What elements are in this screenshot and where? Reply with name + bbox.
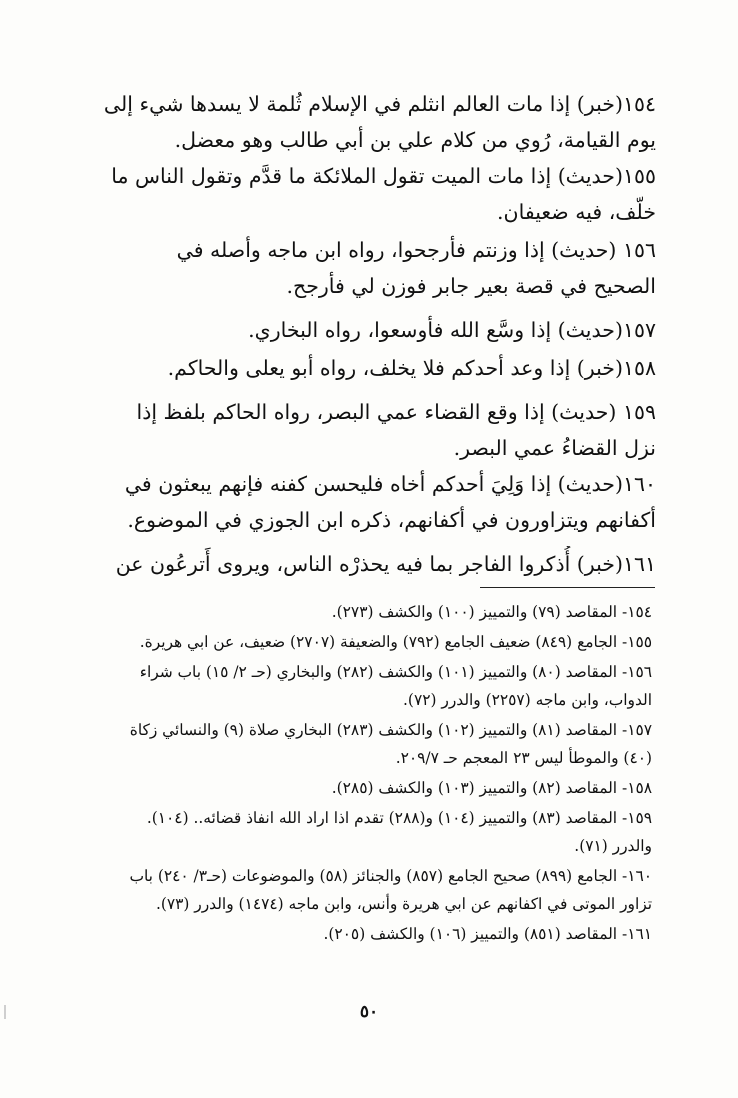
footnote-157: ١٥٧- المقاصد (٨١) والتمييز (١٠٢) والكشف (٢٨٣) البخاري صلاة (٩) والنسائي زكاة (129, 721, 652, 739)
footnote-separator (480, 587, 655, 588)
entry-156-line-2: الصحيح في قصة بعير جابر فوزن لي فأرجح. (286, 274, 656, 298)
footnote-156: ١٥٦- المقاصد (٨٠) والتمييز (١٠١) والكشف (٢٨٢) والبخاري (حـ ٢/ ١٥) باب شراء (139, 663, 652, 681)
footnote-154: ١٥٤- المقاصد (٧٩) والتمييز (١٠٠) والكشف (٢٧٣). (331, 603, 652, 621)
main-text (84, 86, 656, 582)
footnote-160-cont: تزاور الموتى في اكفانهم عن ابي هريرة وأنس، وابن ماجه (١٤٧٤) والدرر (٧٣). (155, 895, 652, 913)
entry-158-line-1: ١٥٨(خبر) إذا وعد أحدكم فلا يخلف، رواه أبو يعلى والحاكم. (167, 356, 656, 380)
footnote-156-cont: الدواب، وابن ماجه (٢٢٥٧) والدرر (٧٢). (403, 691, 652, 709)
entry-156-line-1: ١٥٦ (حديث) إذا وزنتم فأرجحوا، رواه ابن ماجه وأصله في (176, 238, 656, 262)
footnote-155: ١٥٥- الجامع (٨٤٩) ضعيف الجامع (٧٩٢) والضعيفة (٢٧٠٧) ضعيف، عن ابي هريرة. (139, 633, 652, 651)
footnotes (70, 598, 652, 948)
scan-edge-mark (4, 1005, 6, 1019)
entry-157-line-1: ١٥٧(حديث) إذا وسَّع الله فأوسعوا، رواه البخاري. (248, 318, 656, 342)
footnote-159: ١٥٩- المقاصد (٨٣) والتمييز (١٠٤) و(٢٨٨) تقدم اذا اراد الله انفاذ قضائه.. (١٠٤). (146, 809, 652, 827)
footnote-158: ١٥٨- المقاصد (٨٢) والتمييز (١٠٣) والكشف (٢٨٥). (331, 779, 652, 797)
entry-160-line-1: ١٦٠(حديث) إذا وَلِيَ أحدكم أخاه فليحسن كفنه فإنهم يبعثون في (124, 472, 656, 496)
entry-154-line-2: يوم القيامة، رُوي من كلام علي بن أبي طالب وهو معضل. (174, 128, 656, 152)
footnote-161: ١٦١- المقاصد (٨٥١) والتمييز (١٠٦) والكشف (٢٠٥). (323, 925, 652, 943)
entry-155-line-2: خلّف، فيه ضعيفان. (497, 200, 656, 224)
footnote-157-cont: (٤٠) والموطأ ليس ٢٣ المعجم حـ ٢٠٩/٧. (395, 749, 652, 767)
entry-159-line-2: نزل القضاءُ عمي البصر. (453, 436, 656, 460)
entry-160-line-2: أكفانهم ويتزاورون في أكفانهم، ذكره ابن الجوزي في الموضوع. (127, 508, 656, 532)
page-number: ٥٠ (359, 1002, 379, 1022)
entry-161-line-1: ١٦١(خبر) أُذكروا الفاجر بما فيه يحذرْه الناس، ويروى أَترعُون عن (115, 552, 656, 576)
entry-159-line-1: ١٥٩ (حديث) إذا وقع القضاء عمي البصر، رواه الحاكم بلفظ إذا (136, 400, 656, 424)
entry-155-line-1: ١٥٥(حديث) إذا مات الميت تقول الملائكة ما قدَّم وتقول الناس ما (111, 164, 656, 188)
footnote-159-cont: والدرر (٧١). (574, 837, 652, 855)
entry-154-line-1: ١٥٤(خبر) إذا مات العالم انثلم في الإسلام ثُلمة لا يسدها شيء إلى (103, 92, 656, 116)
footnote-160: ١٦٠- الجامع (٨٩٩) صحيح الجامع (٨٥٧) والجنائز (٥٨) والموضوعات (حـ٣/ ٢٤٠) باب (129, 867, 652, 885)
